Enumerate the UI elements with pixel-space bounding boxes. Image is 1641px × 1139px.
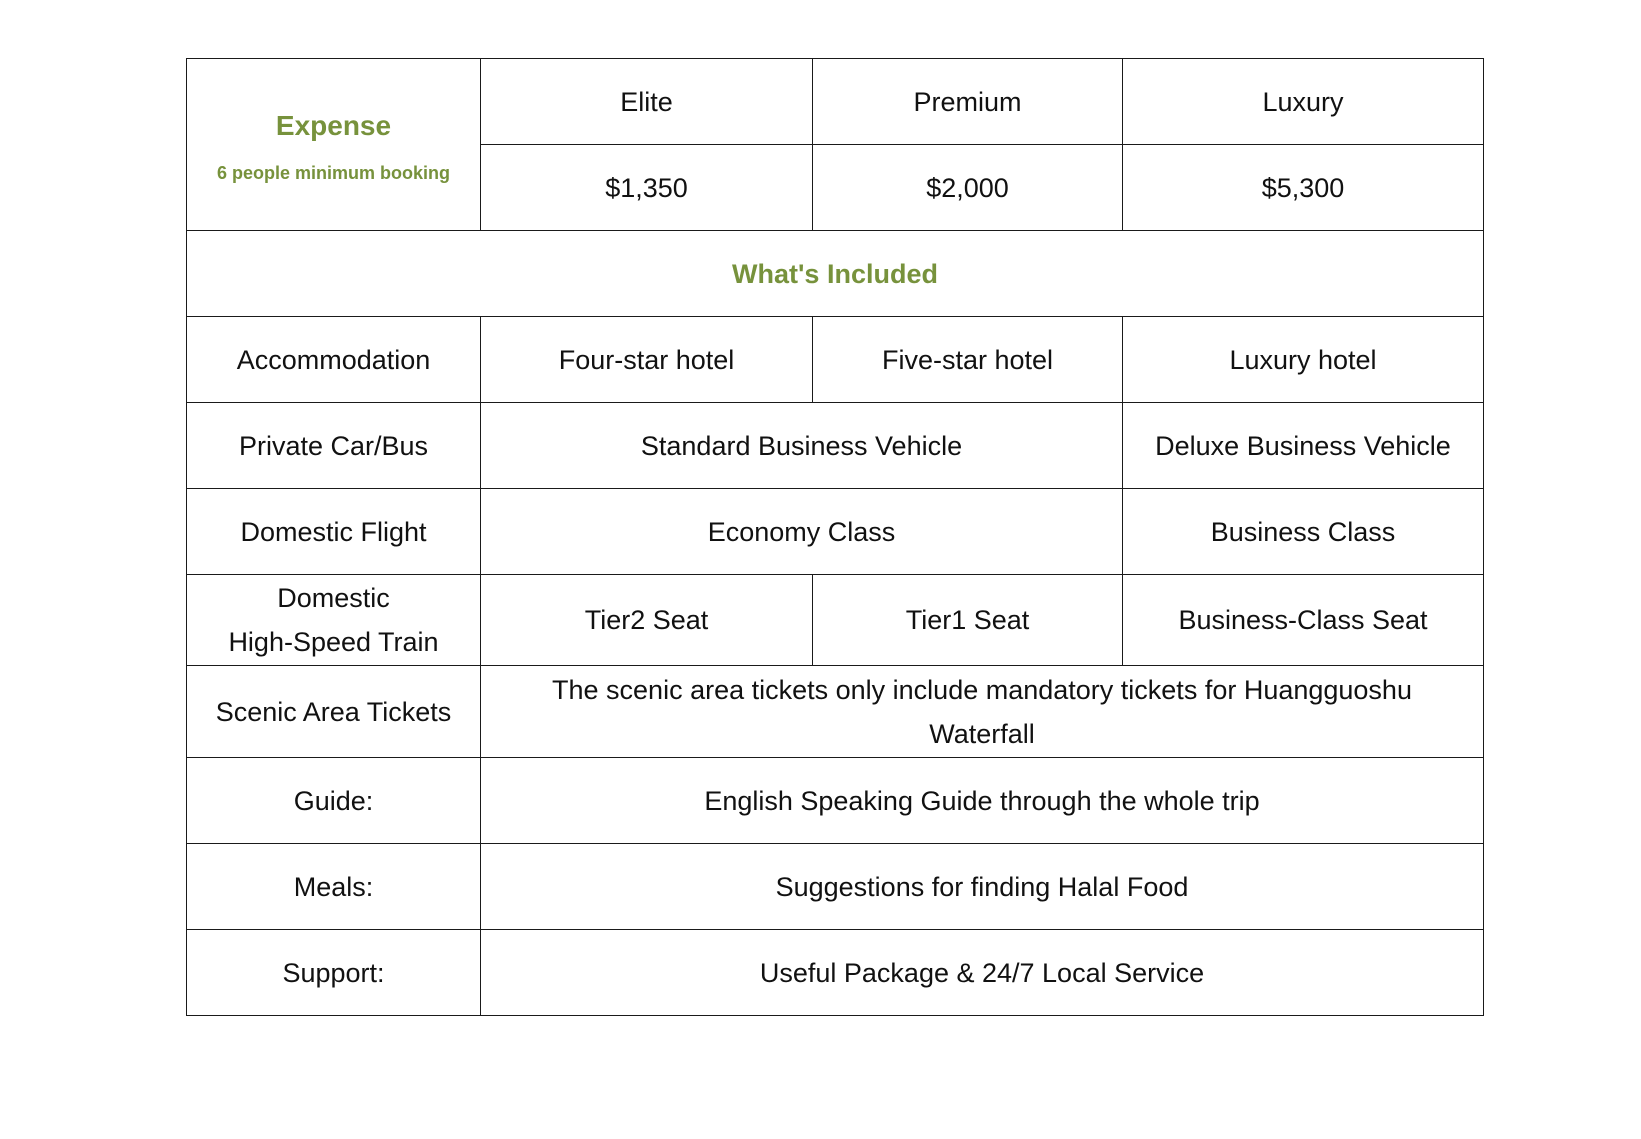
whats-included-title: What's Included <box>187 231 1484 317</box>
support-value: Useful Package & 24/7 Local Service <box>481 930 1484 1016</box>
tier-price-luxury: $5,300 <box>1123 145 1484 231</box>
guide-label: Guide: <box>187 758 481 844</box>
train-label-line1: Domestic <box>277 583 390 613</box>
tier-price-premium: $2,000 <box>813 145 1123 231</box>
support-row <box>187 930 1484 1016</box>
train-label-cell <box>187 575 481 666</box>
train-luxury: Business-Class Seat <box>1123 575 1484 666</box>
section-header-row <box>187 231 1484 317</box>
tickets-row <box>187 666 1484 758</box>
tier-name-premium: Premium <box>813 59 1123 145</box>
tickets-label: Scenic Area Tickets <box>187 666 481 758</box>
accommodation-luxury: Luxury hotel <box>1123 317 1484 403</box>
accommodation-premium: Five-star hotel <box>813 317 1123 403</box>
accommodation-elite: Four-star hotel <box>481 317 813 403</box>
flight-row <box>187 489 1484 575</box>
car-elite-premium: Standard Business Vehicle <box>481 403 1123 489</box>
flight-elite-premium: Economy Class <box>481 489 1123 575</box>
tier-name-luxury: Luxury <box>1123 59 1484 145</box>
expense-header-cell <box>187 59 481 231</box>
tier-price-elite: $1,350 <box>481 145 813 231</box>
car-row <box>187 403 1484 489</box>
train-row <box>187 575 1484 666</box>
train-premium: Tier1 Seat <box>813 575 1123 666</box>
accommodation-row <box>187 317 1484 403</box>
flight-luxury: Business Class <box>1123 489 1484 575</box>
pricing-table <box>186 58 1484 1016</box>
train-elite: Tier2 Seat <box>481 575 813 666</box>
expense-title: Expense <box>275 109 392 141</box>
car-luxury: Deluxe Business Vehicle <box>1123 403 1484 489</box>
meals-row <box>187 844 1484 930</box>
guide-row <box>187 758 1484 844</box>
train-label-line2: High-Speed Train <box>228 627 439 657</box>
meals-value: Suggestions for finding Halal Food <box>481 844 1484 930</box>
tickets-value: The scenic area tickets only include mandatory tickets for Huangguoshu Waterfall <box>481 666 1484 758</box>
flight-label: Domestic Flight <box>187 489 481 575</box>
tier-name-row <box>187 59 1484 145</box>
expense-note: 6 people minimum booking <box>216 162 450 183</box>
support-label: Support: <box>187 930 481 1016</box>
guide-value: English Speaking Guide through the whole trip <box>481 758 1484 844</box>
accommodation-label: Accommodation <box>187 317 481 403</box>
car-label: Private Car/Bus <box>187 403 481 489</box>
meals-label: Meals: <box>187 844 481 930</box>
tier-name-elite: Elite <box>481 59 813 145</box>
